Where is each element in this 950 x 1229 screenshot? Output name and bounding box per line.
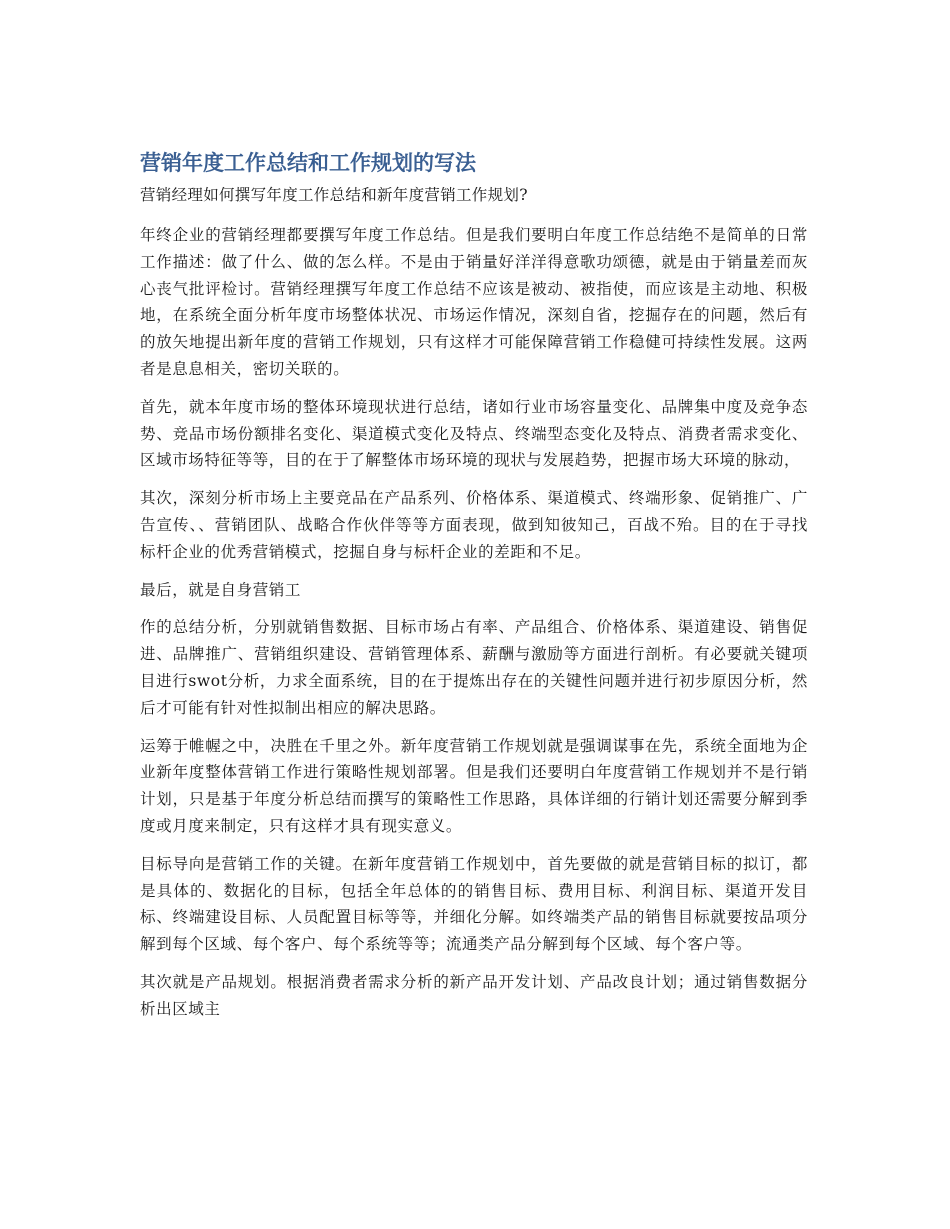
paragraph-intro: 年终企业的营销经理都要撰写年度工作总结。但是我们要明白年度工作总结绝不是简单的日常工作描述：做了什么、做的怎么样。不是由于销量好洋洋得意歌功颂德，就是由于销量差而灰心丧气批评检讨。营销经理撰写年度工作总结不应该是被动、被指使，而应该是主动地、积极地，在系统全面分析年度市场整体状况、市场运作情况，深刻自省，挖掘存在的问题，然后有的放矢地提出新年度的营销工作规划，只有这样才可能保障营销工作稳健可持续性发展。这两者是息息相关，密切关联的。 bbox=[140, 226, 808, 378]
paragraph-competitor-analysis: 其次，深刻分析市场上主要竞品在产品系列、价格体系、渠道模式、终端形象、促销推广、广告宣传、、营销团队、战略合作伙伴等等方面表现，做到知彼知己，百战不殆。目的在于寻找标杆企业的优秀营销模式，挖掘自身与标杆企业的差距和不足。 bbox=[140, 489, 808, 561]
paragraph-self-summary: 作的总结分析，分别就销售数据、目标市场占有率、产品组合、价格体系、渠道建设、销售促进、品牌推广、营销组织建设、营销管理体系、薪酬与激励等方面进行剖析。有必要就关键项目进行swot分析，力求全面系统，目的在于提炼出存在的关键性问题并进行初步原因分析，然后才可能有针对性拟制出相应的解决思路。 bbox=[140, 618, 808, 717]
paragraph-self-summary-lead: 最后，就是自身营销工 bbox=[140, 580, 302, 599]
document-title: 营销年度工作总结和工作规划的写法 bbox=[140, 151, 476, 175]
document-subtitle: 营销经理如何撰写年度工作总结和新年度营销工作规划? bbox=[140, 186, 528, 204]
document-page bbox=[140, 148, 808, 1034]
paragraph-product-planning: 其次就是产品规划。根据消费者需求分析的新产品开发计划、产品改良计划；通过销售数据分析出区域主 bbox=[140, 972, 808, 1018]
paragraph-targets: 目标导向是营销工作的关键。在新年度营销工作规划中，首先要做的就是营销目标的拟订，都是具体的、数据化的目标，包括全年总体的的销售目标、费用目标、利润目标、渠道开发目标、终端建设目标、人员配置目标等等，并细化分解。如终端类产品的销售目标就要按品项分解到每个区域、每个客户、每个系统等等；流通类产品分解到每个区域、每个客户等。 bbox=[140, 854, 808, 954]
paragraph-planning: 运筹于帷幄之中，决胜在千里之外。新年度营销工作规划就是强调谋事在先，系统全面地为企业新年度整体营销工作进行策略性规划部署。但是我们还要明白年度营销工作规划并不是行销计划，只是基于年度分析总结而撰写的策略性工作思路，具体详细的行销计划还需要分解到季度或月度来制定，只有这样才具有现实意义。 bbox=[140, 736, 808, 835]
paragraph-market-environment: 首先，就本年度市场的整体环境现状进行总结，诸如行业市场容量变化、品牌集中度及竞争态势、竞品市场份额排名变化、渠道模式变化及特点、终端型态变化及特点、消费者需求变化、区域市场特征等等，目的在于了解整体市场环境的现状与发展趋势，把握市场大环境的脉动， bbox=[140, 397, 808, 470]
